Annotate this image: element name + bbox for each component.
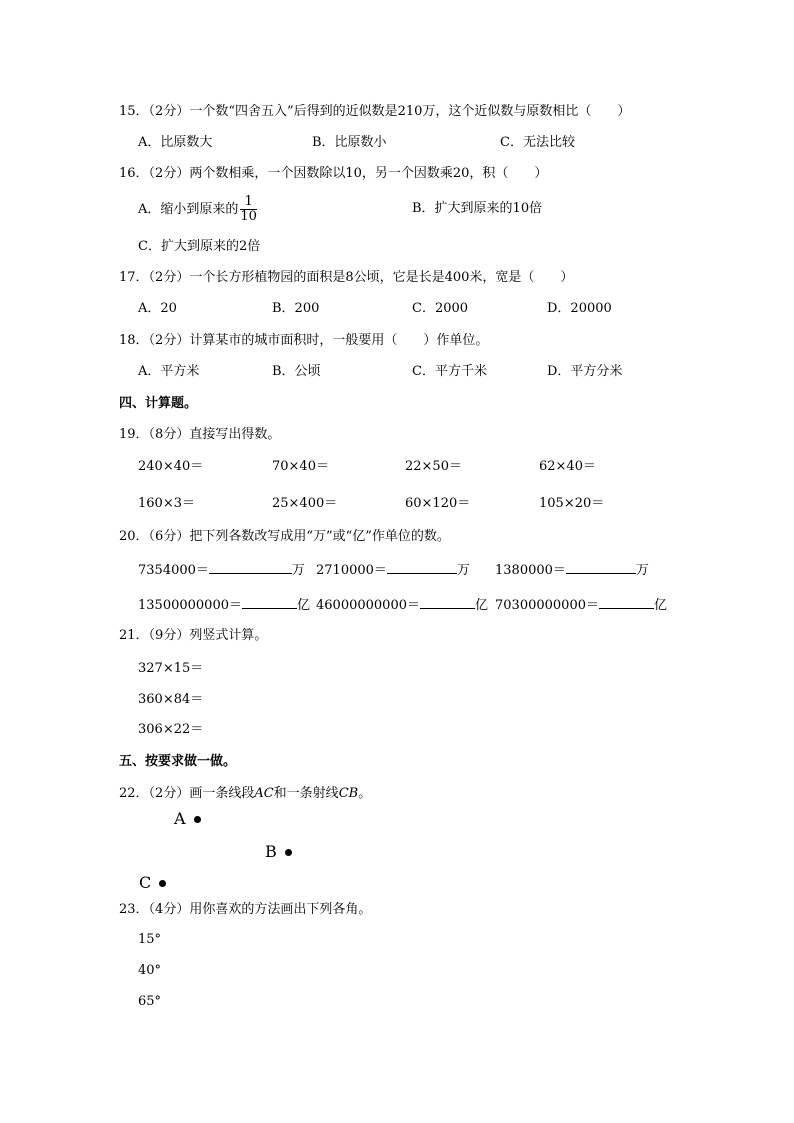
q20-unit: 亿 bbox=[653, 598, 667, 613]
q20-stem: 20．（6分）把下列各数改写成用“万”或“亿”作单位的数。 bbox=[119, 529, 450, 544]
q22-stem-post: 。 bbox=[358, 786, 372, 801]
answer-blank[interactable] bbox=[387, 561, 457, 574]
point-a-dot bbox=[194, 816, 201, 823]
q23-stem: 23．（4分）用你喜欢的方法画出下列各角。 bbox=[119, 902, 372, 917]
q17-option-d: D．20000 bbox=[547, 301, 612, 316]
q19-item: 160×3＝ bbox=[138, 496, 195, 511]
q19-item: 105×20＝ bbox=[539, 496, 605, 511]
q20-number: 7354000＝ bbox=[138, 563, 209, 578]
q19-stem: 19．（8分）直接写出得数。 bbox=[119, 427, 281, 442]
q19-item: 240×40＝ bbox=[138, 459, 204, 474]
q15-option-b: B．比原数小 bbox=[312, 135, 387, 150]
point-b-label: B bbox=[265, 842, 277, 861]
q17-option-c: C．2000 bbox=[412, 301, 469, 316]
section-heading-tasks: 五、按要求做一做。 bbox=[119, 754, 237, 769]
q22-stem-mid: 和一条射线 bbox=[273, 786, 339, 801]
q16-stem: 16．（2分）两个数相乘，一个因数除以10，另一个因数乘20，积（ ） bbox=[119, 166, 548, 181]
q18-option-a: A．平方米 bbox=[138, 364, 200, 379]
point-c-label: C bbox=[139, 873, 152, 892]
q16-option-b: B．扩大到原来的10倍 bbox=[412, 201, 543, 216]
q17-option-a: A．20 bbox=[138, 301, 177, 316]
point-a bbox=[174, 809, 201, 828]
q20-item bbox=[495, 596, 667, 614]
q16-option-a bbox=[138, 195, 257, 225]
q23-angle: 40° bbox=[138, 963, 162, 978]
q20-item bbox=[138, 561, 305, 579]
q21-stem: 21．（9分）列竖式计算。 bbox=[119, 628, 268, 643]
q19-item: 70×40＝ bbox=[272, 459, 329, 474]
q17-option-b: B．200 bbox=[272, 301, 320, 316]
q20-item bbox=[316, 561, 470, 579]
section-heading-calculation: 四、计算题。 bbox=[119, 396, 198, 411]
q18-option-b: B．公顷 bbox=[272, 364, 321, 379]
q20-unit: 万 bbox=[635, 563, 649, 578]
point-c bbox=[139, 873, 166, 892]
q22-stem bbox=[119, 786, 371, 802]
fraction-denominator: 10 bbox=[240, 209, 257, 224]
q20-unit: 亿 bbox=[474, 598, 488, 613]
answer-blank[interactable] bbox=[420, 596, 475, 609]
q19-item: 22×50＝ bbox=[405, 459, 462, 474]
q18-option-c: C．平方千米 bbox=[412, 364, 487, 379]
q17-stem: 17．（2分）一个长方形植物园的面积是8公顷，它是长是400米，宽是（ ） bbox=[119, 270, 574, 285]
q20-item bbox=[316, 596, 488, 614]
point-b bbox=[265, 842, 292, 861]
point-c-dot bbox=[159, 880, 166, 887]
point-a-label: A bbox=[174, 809, 186, 828]
q22-stem-pre: 22．（2分）画一条线段 bbox=[119, 786, 255, 801]
q23-angle: 15° bbox=[138, 932, 162, 947]
q20-item bbox=[495, 561, 649, 579]
fraction-numerator: 1 bbox=[240, 195, 257, 210]
segment-label: AC bbox=[254, 786, 274, 801]
q20-number: 2710000＝ bbox=[316, 563, 387, 578]
q19-item: 62×40＝ bbox=[539, 459, 596, 474]
q15-option-a: A．比原数大 bbox=[138, 135, 213, 150]
point-b-dot bbox=[285, 849, 292, 856]
q21-item: 360×84＝ bbox=[138, 692, 204, 707]
answer-blank[interactable] bbox=[599, 596, 654, 609]
q19-item: 60×120＝ bbox=[405, 496, 471, 511]
q20-unit: 亿 bbox=[296, 598, 310, 613]
fraction-one-tenth bbox=[240, 195, 257, 224]
q18-stem: 18．（2分）计算某市的城市面积时，一般要用（ ）作单位。 bbox=[119, 333, 489, 348]
answer-blank[interactable] bbox=[209, 561, 292, 574]
q20-number: 70300000000＝ bbox=[495, 598, 599, 613]
q20-number: 1380000＝ bbox=[495, 563, 566, 578]
q21-item: 327×15＝ bbox=[138, 661, 204, 676]
q19-item: 25×400＝ bbox=[272, 496, 338, 511]
q18-option-d: D．平方分米 bbox=[547, 364, 623, 379]
q21-item: 306×22＝ bbox=[138, 722, 204, 737]
q20-unit: 万 bbox=[456, 563, 470, 578]
q16-option-a-text: A．缩小到原来的 bbox=[138, 202, 239, 217]
answer-blank[interactable] bbox=[566, 561, 636, 574]
q16-option-c: C．扩大到原来的2倍 bbox=[138, 239, 261, 254]
q20-item bbox=[138, 596, 310, 614]
q20-unit: 万 bbox=[291, 563, 305, 578]
q20-number: 46000000000＝ bbox=[316, 598, 420, 613]
q15-option-c: C．无法比较 bbox=[500, 135, 575, 150]
ray-label: CB bbox=[338, 786, 359, 801]
answer-blank[interactable] bbox=[242, 596, 297, 609]
q23-angle: 65° bbox=[138, 994, 162, 1009]
q15-stem: 15．（2分）一个数“四舍五入”后得到的近似数是210万，这个近似数与原数相比（ ） bbox=[119, 104, 631, 119]
q20-number: 13500000000＝ bbox=[138, 598, 242, 613]
